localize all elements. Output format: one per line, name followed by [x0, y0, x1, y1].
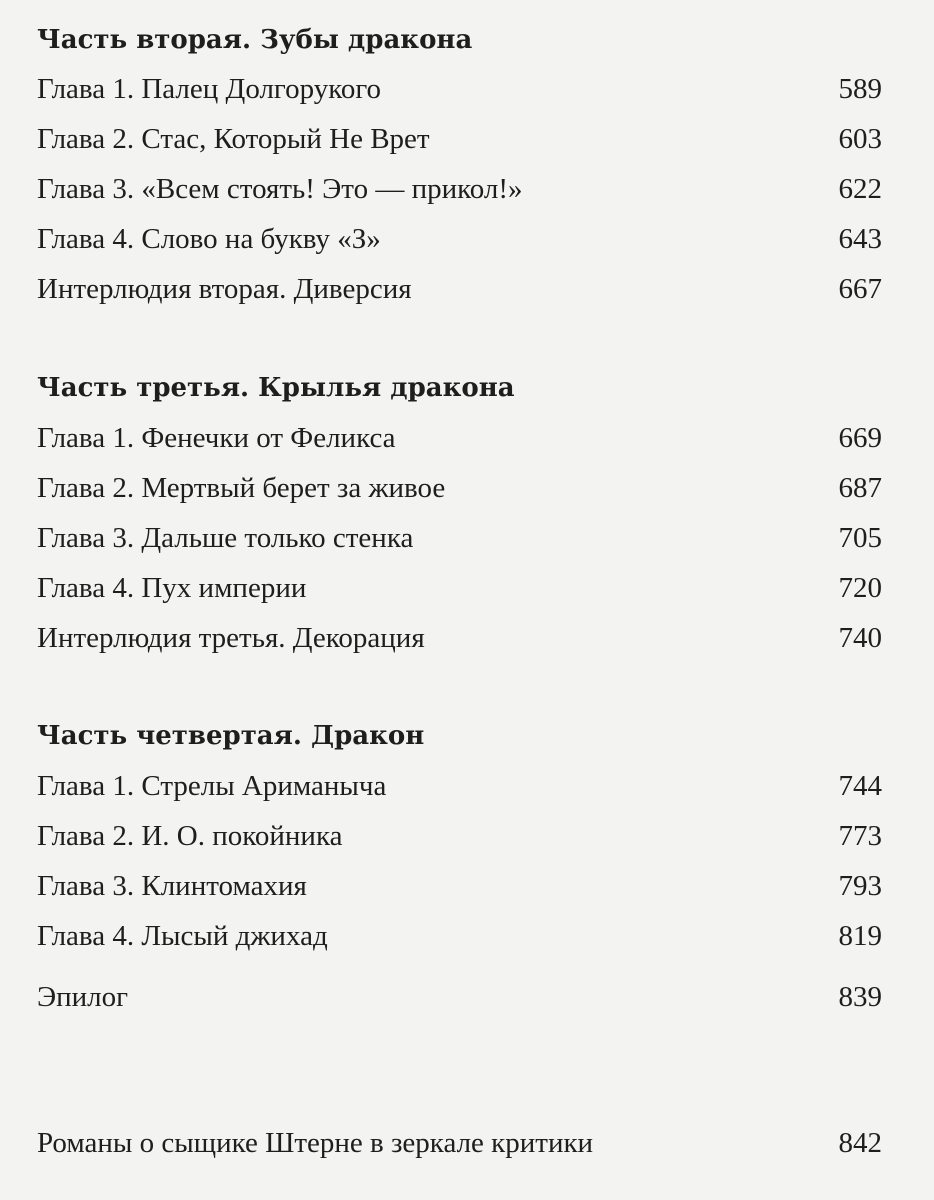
toc-entry-title: Интерлюдия третья. Декорация: [37, 622, 425, 654]
toc-entry-page: 744: [838, 770, 882, 802]
toc-entry-epilogue: [37, 980, 882, 1014]
toc-entry: [37, 621, 882, 655]
toc-entry: [37, 72, 882, 106]
toc-entry-title: Интерлюдия вторая. Диверсия: [37, 273, 412, 305]
toc-entry: [37, 571, 882, 605]
toc-entry: [37, 521, 882, 555]
toc-entry: [37, 172, 882, 206]
toc-entry-title: Глава 4. Пух империи: [37, 572, 307, 604]
toc-entry-page: 839: [838, 981, 882, 1013]
toc-entry-page: 589: [838, 73, 882, 105]
toc-entry-page: 793: [838, 870, 882, 902]
toc-entry: [37, 919, 882, 953]
toc-entry-page: 603: [838, 123, 882, 155]
toc-entry: [37, 769, 882, 803]
part-heading: Часть третья. Крылья дракона: [37, 373, 515, 403]
toc-entry-title: Глава 2. Стас, Который Не Врет: [37, 123, 430, 155]
toc-entry: [37, 272, 882, 306]
toc-entry-title: Глава 3. Клинтомахия: [37, 870, 307, 902]
toc-entry-title: Глава 2. И. О. покойника: [37, 820, 343, 852]
toc-entry: [37, 869, 882, 903]
toc-entry-title: Глава 3. «Всем стоять! Это — прикол!»: [37, 173, 523, 205]
toc-entry: [37, 819, 882, 853]
toc-entry-page: 720: [838, 572, 882, 604]
toc-entry: [37, 222, 882, 256]
toc-entry-title: Глава 1. Палец Долгорукого: [37, 73, 381, 105]
toc-entry-page: 842: [838, 1127, 882, 1159]
toc-entry-title: Глава 4. Слово на букву «З»: [37, 223, 381, 255]
toc-entry-page: 669: [838, 422, 882, 454]
toc-entry-page: 773: [838, 820, 882, 852]
toc-entry-title: Романы о сыщике Штерне в зеркале критики: [37, 1127, 594, 1159]
toc-entry-page: 687: [838, 472, 882, 504]
toc-entry-page: 622: [838, 173, 882, 205]
toc-entry: [37, 471, 882, 505]
toc-entry-page: 705: [838, 522, 882, 554]
toc-entry-title: Глава 1. Фенечки от Феликса: [37, 422, 396, 454]
toc-entry-title: Глава 4. Лысый джихад: [37, 920, 328, 952]
toc-entry: [37, 122, 882, 156]
toc-entry-title: Глава 3. Дальше только стенка: [37, 522, 414, 554]
part-heading: Часть четвертая. Дракон: [37, 721, 425, 751]
toc-entry-page: 819: [838, 920, 882, 952]
toc-entry-page: 667: [838, 273, 882, 305]
toc-entry-title: Глава 1. Стрелы Ариманыча: [37, 770, 387, 802]
toc-entry-title: Глава 2. Мертвый берет за живое: [37, 472, 446, 504]
toc-entry: [37, 421, 882, 455]
toc-entry-page: 740: [838, 622, 882, 654]
toc-entry-page: 643: [838, 223, 882, 255]
part-heading: Часть вторая. Зубы дракона: [37, 25, 473, 55]
toc-entry-title: Эпилог: [37, 981, 129, 1013]
toc-entry-appendix: [37, 1126, 882, 1160]
